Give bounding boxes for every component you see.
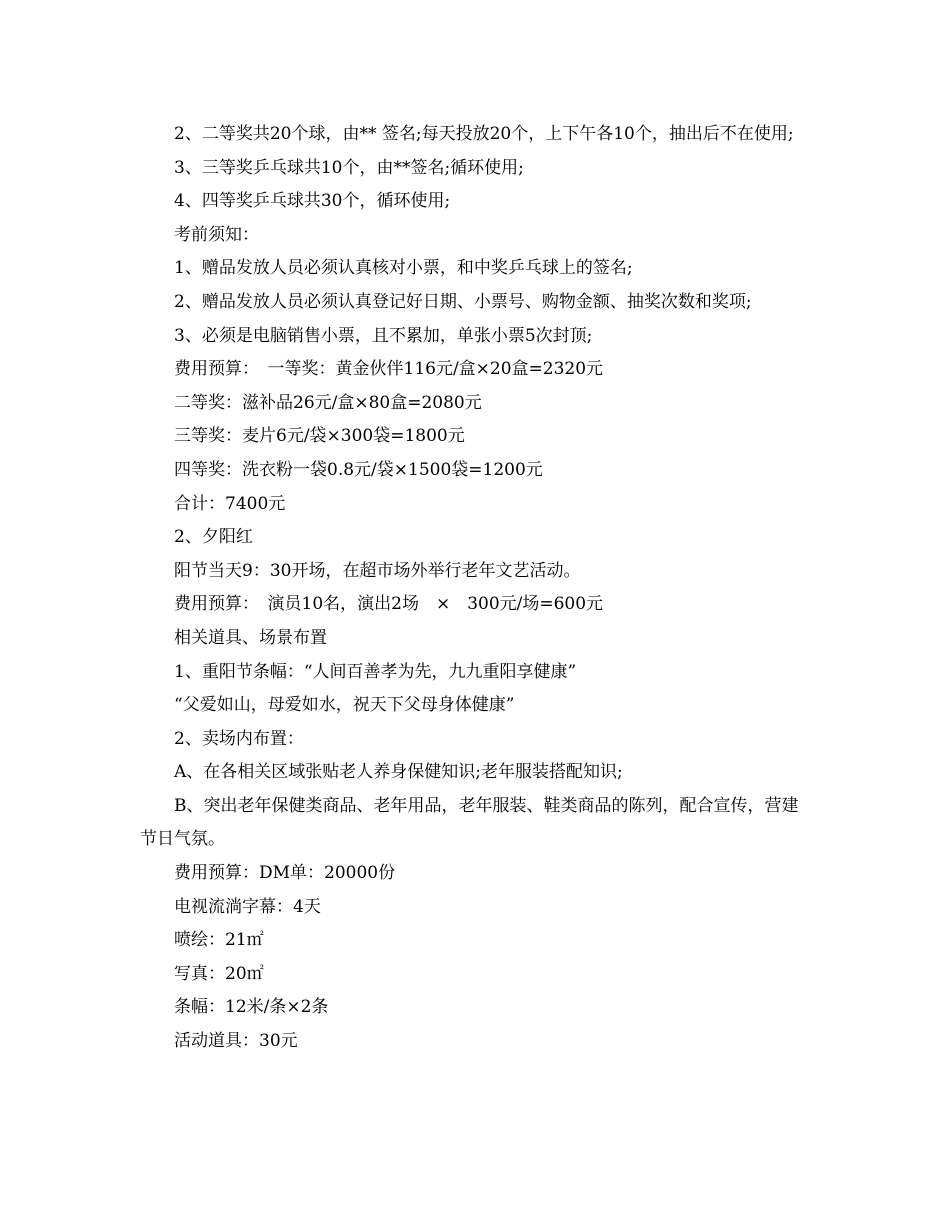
paragraph: 喷绘：21㎡ <box>174 930 264 951</box>
paragraph: B、突出老年保健类商品、老年用品，老年服装、鞋类商品的陈列，配合宣传，营建节日气氛。 <box>140 795 799 850</box>
paragraph: 相关道具、场景布置 <box>174 627 327 648</box>
paragraph: 条幅：12米/条×2条 <box>174 997 329 1018</box>
paragraph: 阳节当天9：30开场，在超市场外举行老年文艺活动。 <box>174 560 581 581</box>
paragraph: 3、必须是电脑销售小票，且不累加，单张小票5次封顶; <box>174 325 593 346</box>
paragraph: 三等奖：麦片6元/袋×300袋=1800元 <box>174 426 465 447</box>
paragraph: 费用预算：DM单：20000份 <box>174 863 396 884</box>
paragraph: 四等奖：洗衣粉一袋0.8元/袋×1500袋=1200元 <box>174 459 543 480</box>
paragraph: 2、夕阳红 <box>174 527 253 548</box>
paragraph: 1、赠品发放人员必须认真核对小票，和中奖乒乓球上的签名; <box>174 258 633 279</box>
paragraph: 4、四等奖乒乓球共30个，循环使用; <box>174 191 451 212</box>
paragraph: 合计：7400元 <box>174 493 286 514</box>
paragraph: 费用预算： 演员10名，演出2场 × 300元/场=600元 <box>174 594 604 615</box>
paragraph: 2、赠品发放人员必须认真登记好日期、小票号、购物金额、抽奖次数和奖项; <box>174 291 752 312</box>
paragraph: 2、二等奖共20个球，由** 签名;每天投放20个，上下午各10个，抽出后不在使用; <box>174 124 794 144</box>
paragraph: 3、三等奖乒乓球共10个，由**签名;循环使用; <box>174 157 524 178</box>
paragraph: 1、重阳节条幅：“人间百善孝为先，九九重阳享健康” <box>174 661 577 682</box>
paragraph: A、在各相关区域张贴老人养身保健知识;老年服装搭配知识; <box>174 762 623 783</box>
paragraph: 2、卖场内布置： <box>174 728 304 749</box>
paragraph: “父爱如山，母爱如水，祝天下父母身体健康” <box>174 695 515 716</box>
document-body <box>140 118 815 1059</box>
paragraph: 写真：20㎡ <box>174 963 264 984</box>
paragraph: 电视流淌字幕：4天 <box>174 896 321 917</box>
paragraph: 费用预算： 一等奖：黄金伙伴116元/盒×20盒=2320元 <box>174 359 604 380</box>
paragraph: 考前须知： <box>174 224 259 245</box>
paragraph: 活动道具：30元 <box>174 1031 298 1052</box>
paragraph: 二等奖：滋补品26元/盒×80盒=2080元 <box>174 392 482 413</box>
